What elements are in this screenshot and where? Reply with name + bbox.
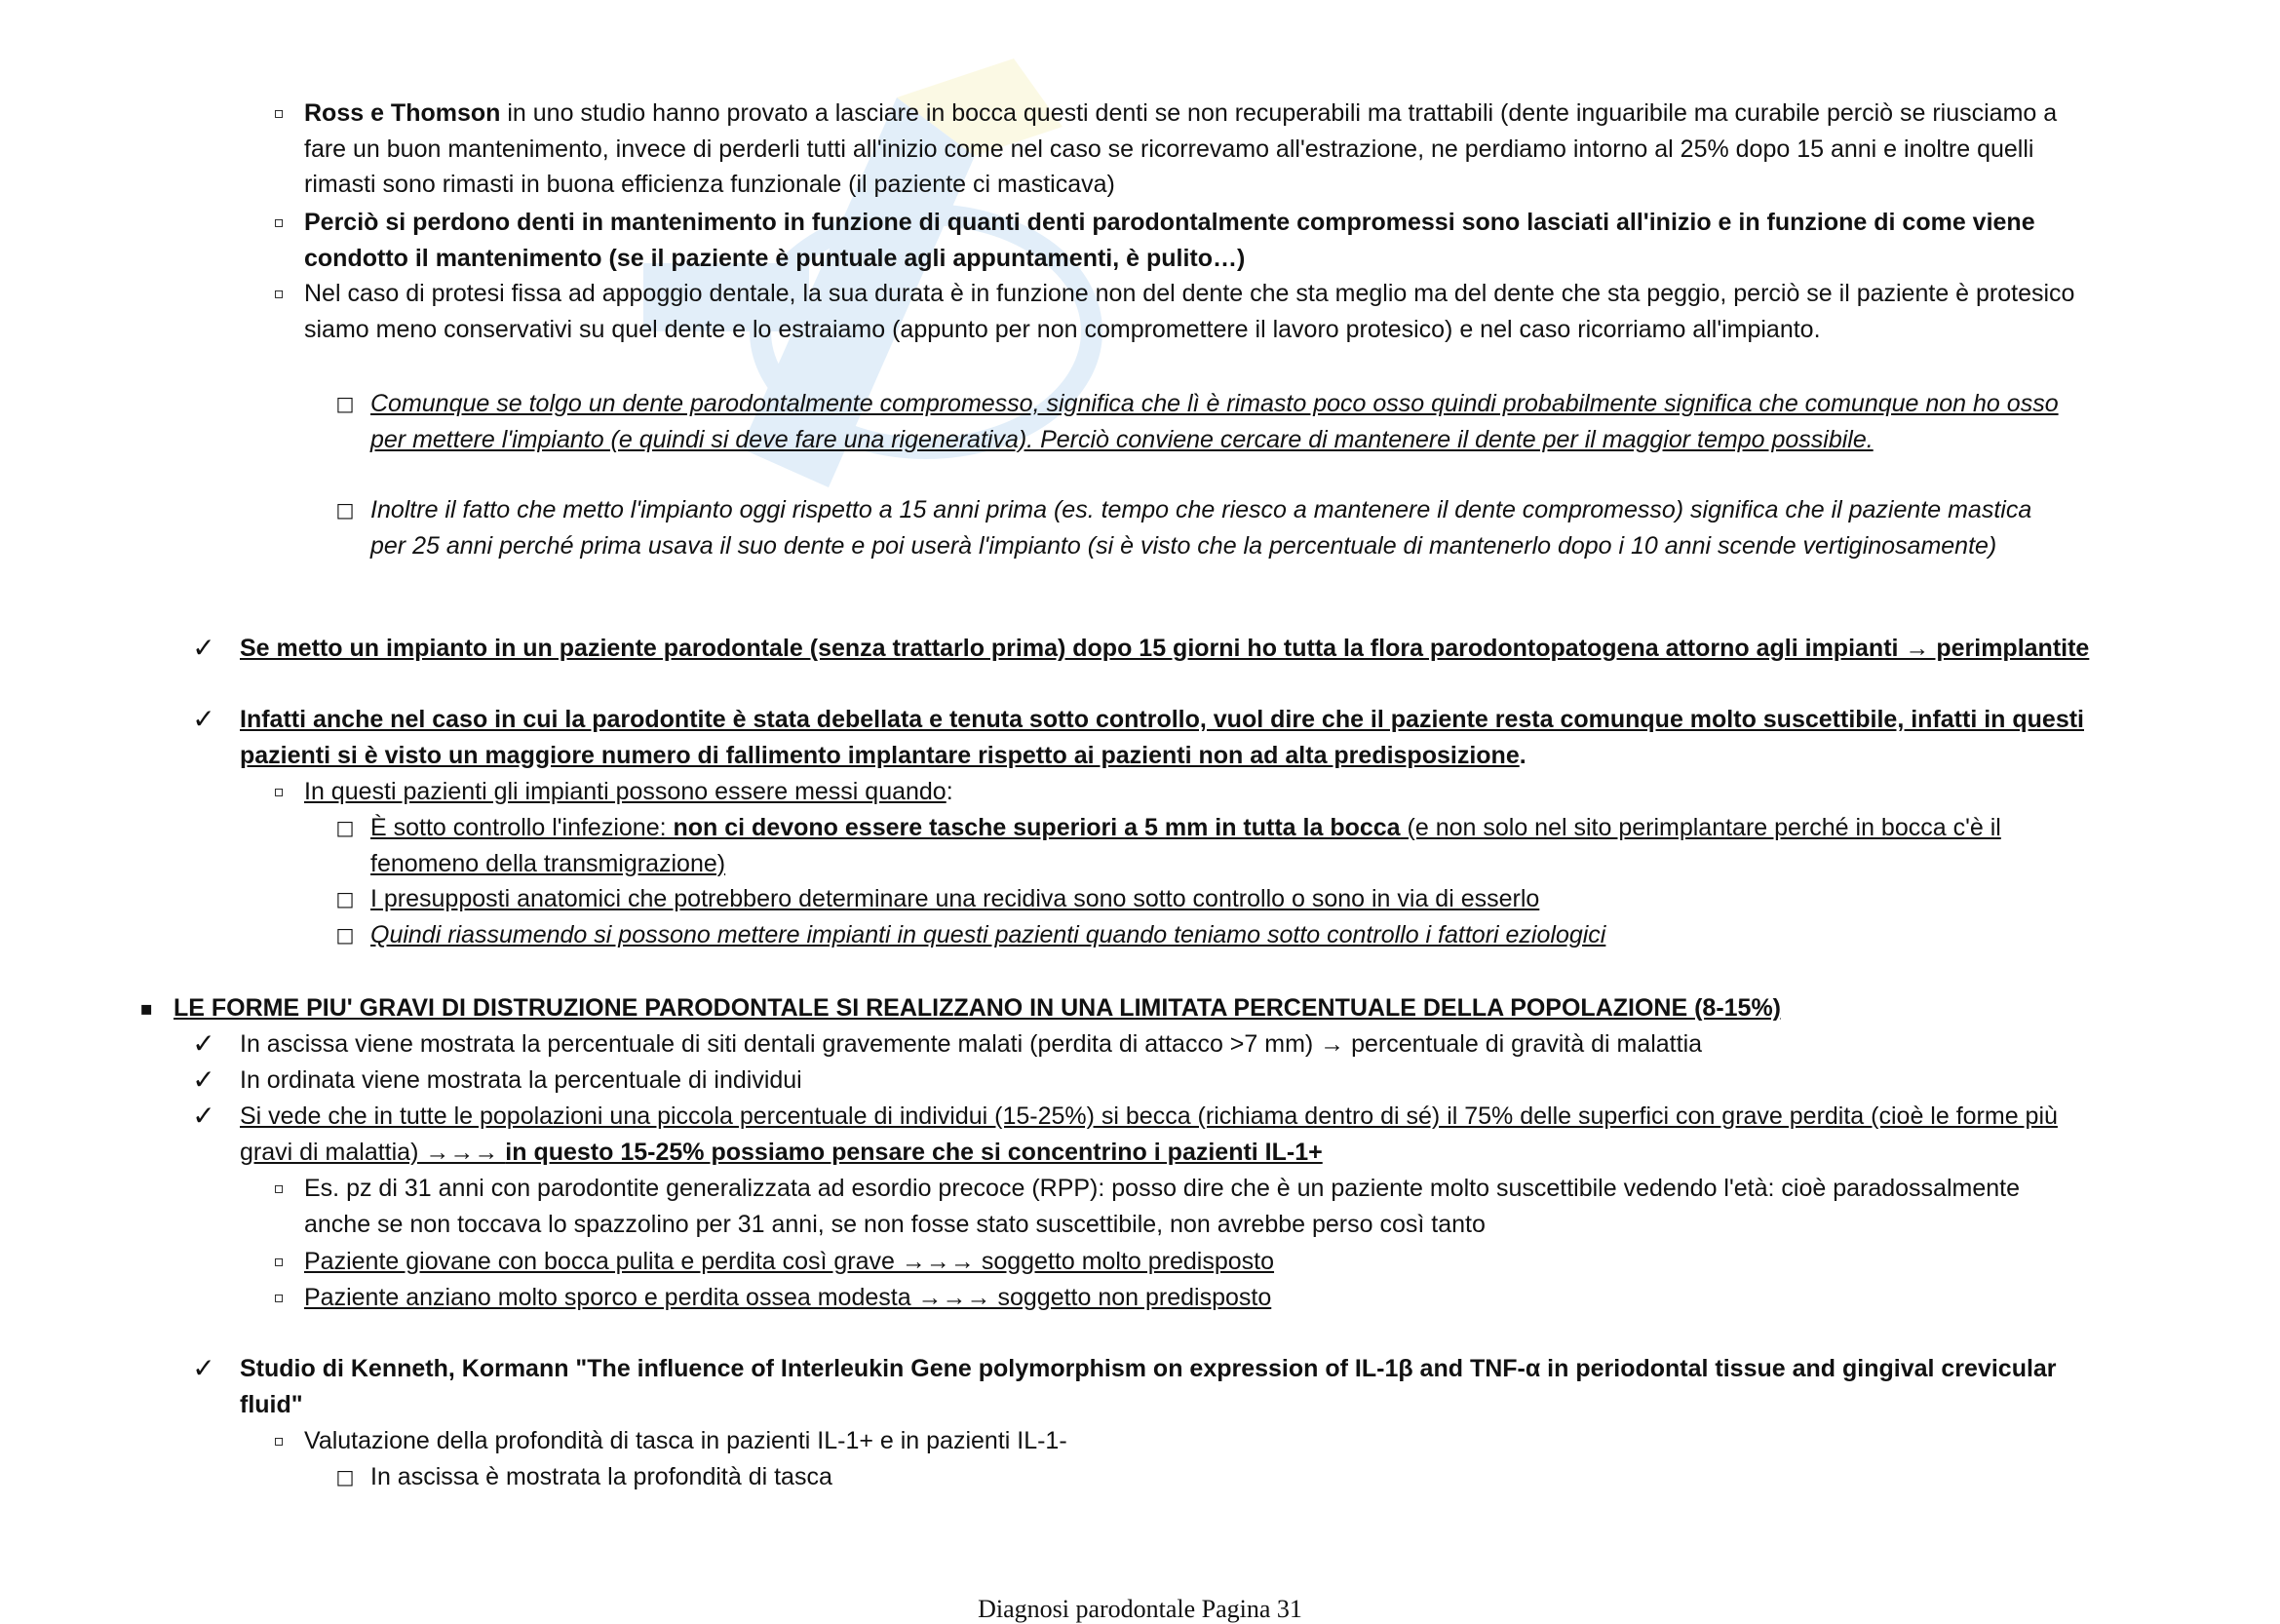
text-paziente-anziano: Paziente anziano molto sporco e perdita ossea modesta →→→ soggetto non predisposto xyxy=(304,1284,1272,1311)
text-valutazione: Valutazione della profondità di tasca in pazienti IL-1+ e in pazienti IL-1- xyxy=(304,1427,1067,1454)
text-paziente-giovane: Paziente giovane con bocca pulita e perdita così grave →→→ soggetto molto predisposto xyxy=(304,1248,1275,1275)
text-percio: Perciò si perdono denti in mantenimento in funzione di quanti denti parodontalmente compromessi sono lasciati all'inizio e in funzione di come viene condotto il mantenimento (se il paziente è puntuale agli appuntamenti, è pulito…) xyxy=(304,209,2035,272)
page-footer: Diagnosi parodontale Pagina 31 xyxy=(978,1595,1302,1623)
check-icon: ✓ xyxy=(192,1100,215,1132)
text-ascissa: In ascissa viene mostrata la percentuale di siti dentali gravemente malati (perdita di attacco >7 mm) → percentuale di gravità di malattia xyxy=(240,1030,1703,1058)
in-questi-underlined: In questi pazienti gli impianti possono essere messi quando xyxy=(304,778,947,805)
text-sotto-controllo xyxy=(370,810,2067,881)
text-studio-kenneth: Studio di Kenneth, Kormann "The influence of Interleukin Gene polymorphism on expression of IL-1β and TNF-α in periodontal tissue and gingival crevicular fluid" xyxy=(240,1355,2057,1418)
text-protesi: Nel caso di protesi fissa ad appoggio dentale, la sua durata è in funzione non del dente che sta meglio ma del dente che sta peggio, perciò se il paziente è protesico siamo meno conservativi su quel dente e lo estraiamo (appunto per non compromettere il lavoro protesico) e nel caso ricorriamo all'impianto. xyxy=(304,280,2075,343)
si-vede-b: in questo 15-25% possiamo pensare che si concentrino i pazienti IL-1+ xyxy=(505,1138,1323,1166)
text-presupposti: I presupposti anatomici che potrebbero determinare una recidiva sono sotto controllo o sono in via di esserlo xyxy=(370,885,1540,912)
text-es-pz: Es. pz di 31 anni con parodontite generalizzata ad esordio precoce (RPP): posso dire che è un paziente molto suscettibile vedendo l'età: cioè paradossalmente anche se non toccava lo spazzolino per 31 anni, se non fosse stato suscettibile, non avrebbe perso così tanto xyxy=(304,1175,2020,1238)
text-in-ascissa-tasca: In ascissa è mostrata la profondità di tasca xyxy=(370,1463,832,1490)
text-in-questi xyxy=(304,774,2088,810)
bullet-marker: □ xyxy=(335,923,355,947)
bullet-marker: ▫ xyxy=(273,103,285,122)
text-infatti xyxy=(240,702,2092,773)
check-icon: ✓ xyxy=(192,1063,215,1096)
infatti-main: Infatti anche nel caso in cui la parodontite è stata debellata e tenuta sotto controllo, vuol dire che il paziente resta comunque molto suscettibile, infatti in questi pazienti si è visto un maggiore numero di fallimento implantare rispetto ai pazienti non ad alta predisposizione xyxy=(240,706,2084,769)
bullet-marker: ▫ xyxy=(273,1431,285,1450)
ross-thomson-name: Ross e Thomson xyxy=(304,99,501,127)
text-si-vede xyxy=(240,1099,2092,1170)
text-ordinata: In ordinata viene mostrata la percentuale di individui xyxy=(240,1066,802,1094)
sotto-controllo-a: È sotto controllo l'infezione: xyxy=(370,814,674,841)
check-icon: ✓ xyxy=(192,1352,215,1384)
check-icon: ✓ xyxy=(192,703,215,735)
bullet-marker: □ xyxy=(335,816,355,839)
bullet-marker: ▫ xyxy=(273,284,285,302)
bullet-marker: ▫ xyxy=(273,1288,285,1306)
check-icon: ✓ xyxy=(192,632,215,664)
text-ross-thomson xyxy=(304,96,2088,203)
infatti-dot: . xyxy=(1519,741,1526,769)
bullet-marker: ▫ xyxy=(273,1179,285,1197)
sotto-controllo-b: non ci devono essere tasche superiori a 5 mm in tutta la bocca xyxy=(673,814,1401,841)
bullet-marker: ▫ xyxy=(273,213,285,231)
text-quindi: Quindi riassumendo si possono mettere impianti in questi pazienti quando teniamo sotto controllo i fattori eziologici xyxy=(370,921,1606,948)
bullet-marker: ▫ xyxy=(273,782,285,800)
bullet-marker: □ xyxy=(335,392,355,415)
bullet-marker: ▫ xyxy=(273,1252,285,1270)
text-se-metto: Se metto un impianto in un paziente parodontale (senza trattarlo prima) dopo 15 giorni ho tutta la flora parodontopatogena attorno agli impianti → perimplantite xyxy=(240,635,2090,662)
text-inoltre: Inoltre il fatto che metto l'impianto oggi rispetto a 15 anni prima (es. tempo che riesco a mantenere il dente compromesso) significa che il paziente mastica per 25 anni perché prima usava il suo dente e poi userà l'impianto (si è visto che la percentuale di mantenerlo dopo i 10 anni scende vertiginosamente) xyxy=(370,496,2032,560)
in-questi-colon: : xyxy=(946,778,953,805)
bullet-marker: □ xyxy=(335,887,355,910)
sotto-controllo-c: (e non solo nel sito perimplantare perché in bocca c'è il fenomeno della transmigrazione) xyxy=(370,814,2001,877)
check-icon: ✓ xyxy=(192,1027,215,1060)
bullet-marker: □ xyxy=(335,1465,355,1489)
bullet-marker: □ xyxy=(335,498,355,522)
heading-le-forme: LE FORME PIU' GRAVI DI DISTRUZIONE PARODONTALE SI REALIZZANO IN UNA LIMITATA PERCENTUALE DELLA POPOLAZIONE (8-15%) xyxy=(174,994,1782,1022)
si-vede-a: Si vede che in tutte le popolazioni una piccola percentuale di individui (15-25%) si becca (richiama dentro di sé) il 75% delle superfici con grave perdita (cioè le forme più gravi di malattia) →→→ xyxy=(240,1102,2058,1166)
bullet-marker: ▪ xyxy=(139,996,153,1020)
ross-thomson-text: in uno studio hanno provato a lasciare in bocca questi denti se non recuperabili ma trattabili (dente inguaribile ma curabile perciò se riusciamo a fare un buon mantenimento, invece di perderli tutti all'inizio come nel caso se ricorrevamo all'estrazione, ne perdiamo intorno al 25% dopo 15 anni e inoltre quelli rimasti sono rimasti in buona efficienza funzionale (il paziente ci masticava) xyxy=(304,99,2058,198)
text-comunque: Comunque se tolgo un dente parodontalmente compromesso, significa che lì è rimasto poco osso quindi probabilmente significa che comunque non ho osso per mettere l'impianto (e quindi si deve fare una rigenerativa). Perciò conviene cercare di mantenere il dente per il maggior tempo possibile. xyxy=(370,390,2059,453)
